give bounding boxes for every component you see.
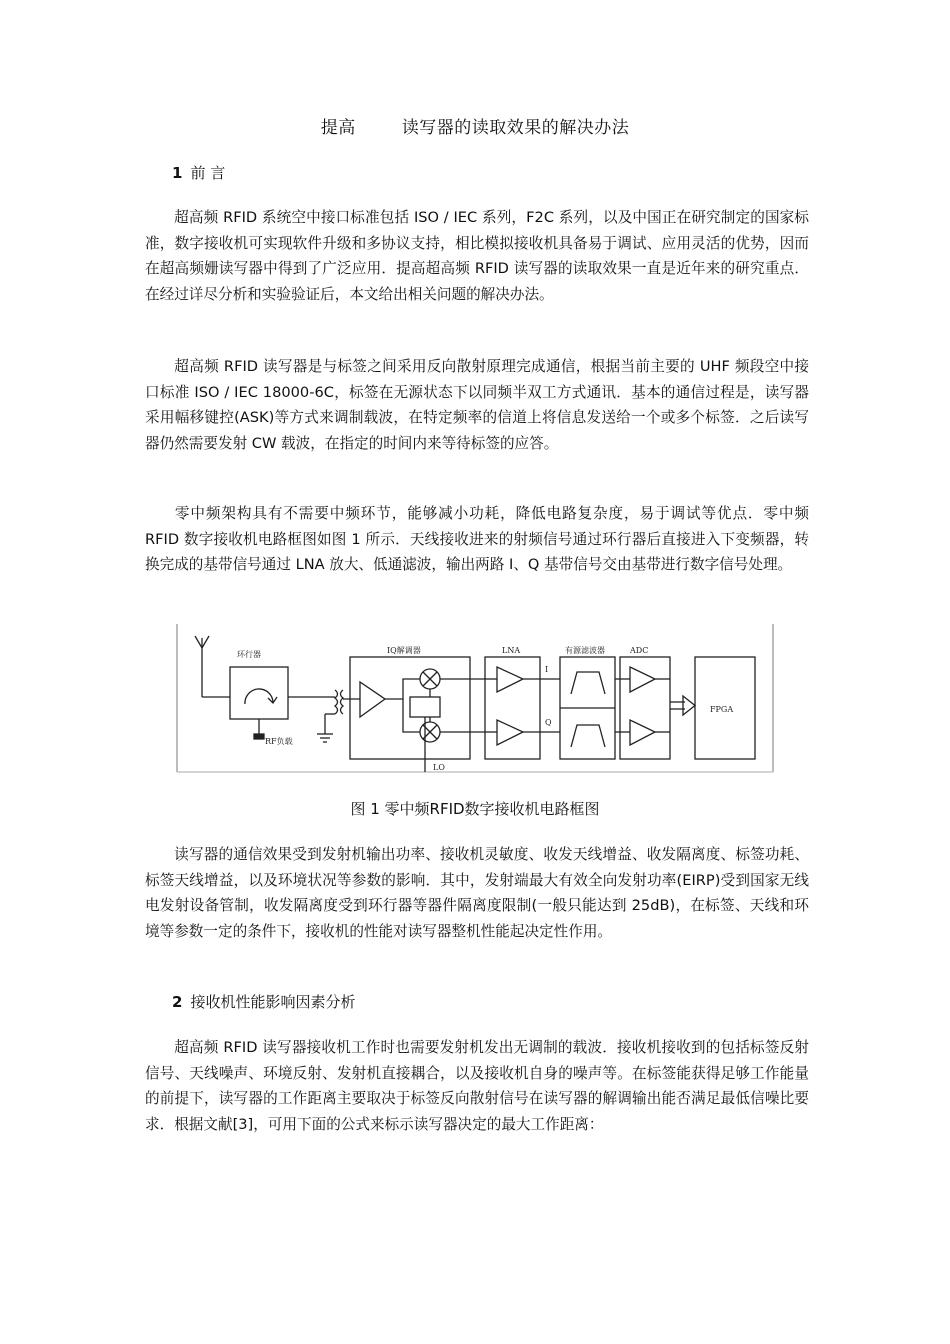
data-arrow-icon	[683, 696, 695, 715]
label-iq-demod: IQ解调器	[387, 646, 421, 655]
lna-q-icon	[497, 720, 523, 745]
adc-q-icon	[630, 720, 655, 745]
label-rf-load: RF负载	[265, 737, 293, 746]
label-adc: ADC	[630, 646, 649, 655]
circulator-icon	[245, 689, 273, 704]
section-2-number: 2	[172, 993, 183, 1011]
label-fpga: FPGA	[710, 705, 734, 714]
figure-1-caption: 图 1 零中频RFID数字接收机电路框图	[350, 800, 600, 818]
paragraph-3-text: 零中频架构具有不需要中频环节，能够减小功耗，降低电路复杂度，易于调试等优点．零中频 RFID 数字接收机电路框图如图 1 所示．天线接收进来的射频信号通过环行器后直接进入下变频器，转换完成的基带信号通过 LNA 放大、低通滤波，输出两路 I、Q 基带信号交由基带进行数字信号处理。	[145, 505, 809, 573]
lna-i-icon	[497, 667, 523, 692]
label-i: I	[545, 665, 549, 674]
label-filter: 有源滤波器	[565, 646, 605, 655]
section-1-number: 1	[172, 164, 183, 182]
section-2-heading	[172, 991, 355, 1012]
paragraph-5	[145, 1035, 809, 1137]
paragraph-4	[145, 842, 809, 944]
filter-i-icon	[571, 672, 605, 694]
paragraph-4-text: 读写器的通信效果受到发射机输出功率、接收机灵敏度、收发天线增益、收发隔离度、标签功耗、标签天线增益，以及环境状况等参数的影响．其中，发射端最大有效全向发射功率(EIRP)受到国家无线电发射设备管制，收发隔离度受到环行器等器件隔离度限制(一般只能达到 25dB)，在标签、天线和环境等参数一定的条件下，接收机的性能对读写器整机性能起决定性作用。	[145, 846, 809, 940]
receiver-block-diagram	[175, 622, 775, 774]
section-1-label: 前 言	[190, 164, 226, 182]
document-title	[0, 113, 950, 138]
section-1-heading	[172, 162, 225, 183]
title-part-2: 读写器的读取效果的解决办法	[401, 118, 630, 138]
label-lna: LNA	[502, 646, 521, 655]
label-lo: LO	[433, 763, 445, 772]
filter-q-icon	[571, 725, 605, 747]
adc-i-icon	[630, 667, 655, 692]
section-2-label: 接收机性能影响因素分析	[190, 993, 356, 1011]
paragraph-2	[145, 354, 809, 456]
label-circulator: 环行器	[237, 650, 261, 659]
paragraph-1	[145, 205, 809, 307]
title-part-1: 提高	[320, 118, 356, 138]
paragraph-5-text: 超高频 RFID 读写器接收机工作时也需要发射机发出无调制的载波．接收机接收到的包括标签反射信号、天线噪声、环境反射、发射机直接耦合，以及接收机自身的噪声等。在标签能获得足够工作能量的前提下，读写器的工作距离主要取决于标签反向散射信号在读写器的解调输出能否满足最低信噪比要求．根据文献[3]，可用下面的公式来标示读写器决定的最大工作距离：	[145, 1039, 809, 1133]
paragraph-3	[145, 501, 809, 578]
paragraph-2-text: 超高频 RFID 读写器是与标签之间采用反向散射原理完成通信，根据当前主要的 UHF 频段空中接口标准 ISO / IEC 18000-6C，标签在无源状态下以同频半双工方式通讯．基本的通信过程是，读写器采用幅移键控(ASK)等方式来调制载波，在特定频率的信道上将信息发送给一个或多个标签．之后读写器仍然需要发射 CW 载波，在指定的时间内来等待标签的应答。	[145, 358, 809, 452]
paragraph-1-text: 超高频 RFID 系统空中接口标准包括 ISO / IEC 系列，F2C 系列，以及中国正在研究制定的国家标准，数字接收机可实现软件升级和多协议支持，相比模拟接收机具备易于调试、应用灵活的优势，因而在超高频姗读写器中得到了广泛应用．提高超高频 RFID 读写器的读取效果一直是近年来的研究重点．在经过详尽分析和实验验证后，本文给出相关问题的解决办法。	[145, 209, 809, 303]
label-q: Q	[545, 718, 552, 727]
